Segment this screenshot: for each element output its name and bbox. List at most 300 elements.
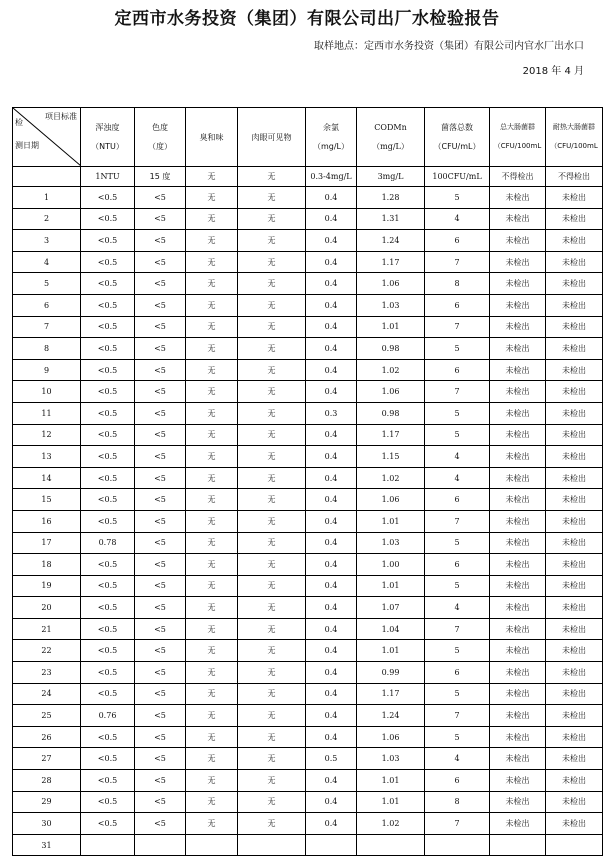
cell-odor: 无 [186,575,238,597]
cell-total-coliform: 未检出 [490,381,546,403]
cell-colony: 5 [425,402,490,424]
cell-colony: 7 [425,618,490,640]
cell-colony: 6 [425,489,490,511]
cell-odor: 无 [186,251,238,273]
cell-day: 29 [13,791,81,813]
cell-day: 16 [13,510,81,532]
header-corner-cell [13,108,81,167]
cell-chlorine: 0.4 [306,424,357,446]
table-row [13,359,603,381]
cell-visible-matter: 无 [238,618,306,640]
cell-visible-matter: 无 [238,791,306,813]
header-thermo-coliform-name: 耐热大肠菌群 [553,123,595,131]
cell-chlorine: 0.4 [306,640,357,662]
cell-codmn: 1.02 [357,813,425,835]
cell-total-coliform: 未检出 [490,424,546,446]
table-row [13,705,603,727]
table-row [13,467,603,489]
cell-odor: 无 [186,208,238,230]
cell-turbidity: <0.5 [81,683,135,705]
cell-colony: 5 [425,424,490,446]
cell-odor: 无 [186,791,238,813]
header-color-name: 色度 [152,123,168,132]
cell-total-coliform: 未检出 [490,662,546,684]
cell-turbidity: <0.5 [81,251,135,273]
cell-chlorine: 0.4 [306,618,357,640]
cell-color: <5 [135,402,186,424]
cell-chlorine: 0.4 [306,575,357,597]
header-colony-unit: （CFU/mL） [433,142,481,151]
table-row [13,640,603,662]
cell-codmn: 1.17 [357,683,425,705]
cell-color: <5 [135,683,186,705]
limit-corner [13,167,81,187]
cell-codmn: 1.24 [357,230,425,252]
cell-turbidity: <0.5 [81,381,135,403]
cell-day: 30 [13,813,81,835]
table-row [13,748,603,770]
cell-total-coliform: 未检出 [490,489,546,511]
table-body [13,187,603,856]
cell-turbidity: <0.5 [81,467,135,489]
cell-visible-matter: 无 [238,230,306,252]
cell-colony: 4 [425,446,490,468]
cell-day: 4 [13,251,81,273]
cell-visible-matter: 无 [238,402,306,424]
cell-thermo-coliform: 未检出 [546,381,603,403]
cell-total-coliform: 未检出 [490,532,546,554]
cell-total-coliform: 未检出 [490,554,546,576]
cell-codmn: 1.01 [357,791,425,813]
cell-visible-matter: 无 [238,532,306,554]
cell-colony: 7 [425,316,490,338]
cell-odor: 无 [186,813,238,835]
cell-thermo-coliform: 未检出 [546,770,603,792]
table-row [13,381,603,403]
cell-visible-matter: 无 [238,251,306,273]
cell-thermo-coliform: 未检出 [546,338,603,360]
header-total-coliform-unit: （CFU/100mL [493,142,542,150]
limit-total-coliform: 不得检出 [490,167,546,187]
cell-day: 12 [13,424,81,446]
cell-odor: 无 [186,230,238,252]
table-row [13,273,603,295]
cell-day: 3 [13,230,81,252]
header-color [135,108,186,167]
cell-visible-matter [238,834,306,856]
cell-thermo-coliform: 未检出 [546,187,603,209]
cell-thermo-coliform: 未检出 [546,640,603,662]
cell-total-coliform: 未检出 [490,316,546,338]
cell-odor: 无 [186,705,238,727]
cell-day: 21 [13,618,81,640]
cell-chlorine: 0.4 [306,446,357,468]
cell-chlorine: 0.4 [306,726,357,748]
cell-codmn: 1.01 [357,316,425,338]
cell-total-coliform: 未检出 [490,359,546,381]
report-title: 定西市水务投资（集团）有限公司出厂水检验报告 [114,9,500,29]
header-turbidity-name: 浑浊度 [95,123,120,132]
cell-colony: 8 [425,273,490,295]
cell-turbidity: <0.5 [81,316,135,338]
cell-turbidity: <0.5 [81,489,135,511]
cell-color: <5 [135,338,186,360]
cell-thermo-coliform: 未检出 [546,489,603,511]
cell-turbidity: <0.5 [81,554,135,576]
cell-chlorine: 0.4 [306,467,357,489]
cell-odor: 无 [186,294,238,316]
table-row [13,575,603,597]
cell-color: <5 [135,489,186,511]
cell-odor: 无 [186,381,238,403]
cell-color: <5 [135,532,186,554]
cell-chlorine: 0.4 [306,705,357,727]
cell-colony: 7 [425,813,490,835]
cell-chlorine: 0.4 [306,554,357,576]
cell-turbidity: 0.78 [81,532,135,554]
header-codmn-unit: （mg/L） [372,142,409,151]
cell-turbidity: 0.76 [81,705,135,727]
cell-chlorine: 0.4 [306,683,357,705]
table-row [13,770,603,792]
cell-codmn: 1.06 [357,381,425,403]
cell-codmn: 1.04 [357,618,425,640]
cell-odor: 无 [186,359,238,381]
cell-chlorine: 0.4 [306,597,357,619]
cell-total-coliform: 未检出 [490,791,546,813]
cell-codmn: 1.02 [357,359,425,381]
header-thermo-coliform-unit: （CFU/100mL [550,142,598,150]
cell-thermo-coliform: 未检出 [546,467,603,489]
cell-chlorine: 0.4 [306,187,357,209]
cell-codmn: 1.06 [357,726,425,748]
cell-total-coliform: 未检出 [490,510,546,532]
cell-codmn: 1.24 [357,705,425,727]
header-turbidity [81,108,135,167]
limit-turbidity: 1NTU [81,167,135,187]
cell-turbidity: <0.5 [81,338,135,360]
cell-colony: 7 [425,381,490,403]
cell-visible-matter: 无 [238,424,306,446]
cell-thermo-coliform: 未检出 [546,510,603,532]
table-row [13,813,603,835]
cell-visible-matter: 无 [238,726,306,748]
cell-total-coliform: 未检出 [490,597,546,619]
cell-turbidity: <0.5 [81,208,135,230]
cell-odor: 无 [186,402,238,424]
header-color-unit: （度） [148,142,172,151]
cell-odor: 无 [186,510,238,532]
cell-visible-matter: 无 [238,662,306,684]
cell-turbidity: <0.5 [81,662,135,684]
limit-codmn: 3mg/L [357,167,425,187]
cell-color: <5 [135,597,186,619]
cell-color: <5 [135,510,186,532]
cell-color: <5 [135,359,186,381]
cell-thermo-coliform: 未检出 [546,294,603,316]
cell-chlorine: 0.4 [306,251,357,273]
cell-codmn: 1.15 [357,446,425,468]
limit-colony: 100CFU/mL [425,167,490,187]
cell-chlorine: 0.4 [306,338,357,360]
header-total-coliform [490,108,546,167]
cell-total-coliform: 未检出 [490,683,546,705]
corner-label-jian: 检 [15,118,23,127]
cell-colony: 6 [425,230,490,252]
cell-chlorine: 0.4 [306,770,357,792]
cell-chlorine: 0.4 [306,273,357,295]
cell-chlorine: 0.4 [306,813,357,835]
cell-thermo-coliform: 未检出 [546,705,603,727]
cell-odor: 无 [186,748,238,770]
cell-codmn [357,834,425,856]
cell-day: 5 [13,273,81,295]
cell-odor: 无 [186,446,238,468]
cell-turbidity: <0.5 [81,640,135,662]
table-row [13,791,603,813]
cell-total-coliform: 未检出 [490,208,546,230]
cell-day: 9 [13,359,81,381]
cell-odor: 无 [186,424,238,446]
cell-color: <5 [135,208,186,230]
cell-odor: 无 [186,532,238,554]
cell-turbidity: <0.5 [81,424,135,446]
cell-chlorine: 0.5 [306,748,357,770]
header-chlorine [306,108,357,167]
cell-colony: 5 [425,338,490,360]
table-row [13,489,603,511]
table-row [13,834,603,856]
cell-thermo-coliform: 未检出 [546,554,603,576]
cell-visible-matter: 无 [238,208,306,230]
cell-colony: 4 [425,748,490,770]
cell-thermo-coliform: 未检出 [546,273,603,295]
cell-color: <5 [135,748,186,770]
cell-codmn: 1.31 [357,208,425,230]
cell-day: 24 [13,683,81,705]
cell-chlorine: 0.4 [306,230,357,252]
cell-colony: 4 [425,208,490,230]
cell-odor: 无 [186,726,238,748]
cell-colony: 5 [425,683,490,705]
cell-total-coliform: 未检出 [490,230,546,252]
table-row [13,683,603,705]
table-row [13,510,603,532]
cell-turbidity: <0.5 [81,575,135,597]
cell-codmn: 1.02 [357,467,425,489]
cell-odor: 无 [186,662,238,684]
table-row [13,251,603,273]
cell-day: 6 [13,294,81,316]
cell-total-coliform: 未检出 [490,338,546,360]
cell-codmn: 1.03 [357,294,425,316]
cell-day: 1 [13,187,81,209]
cell-turbidity: <0.5 [81,618,135,640]
header-thermo-coliform [546,108,603,167]
cell-chlorine: 0.4 [306,510,357,532]
table-row [13,208,603,230]
cell-thermo-coliform: 未检出 [546,208,603,230]
cell-color: <5 [135,618,186,640]
cell-colony [425,834,490,856]
cell-day: 23 [13,662,81,684]
cell-total-coliform: 未检出 [490,770,546,792]
table-row [13,618,603,640]
cell-visible-matter: 无 [238,683,306,705]
cell-codmn: 1.06 [357,273,425,295]
cell-thermo-coliform: 未检出 [546,726,603,748]
cell-turbidity: <0.5 [81,813,135,835]
cell-odor: 无 [186,618,238,640]
cell-day: 14 [13,467,81,489]
cell-odor: 无 [186,187,238,209]
cell-visible-matter: 无 [238,294,306,316]
limit-chlorine: 0.3-4mg/L [306,167,357,187]
cell-day: 28 [13,770,81,792]
cell-chlorine: 0.4 [306,208,357,230]
cell-odor: 无 [186,640,238,662]
cell-day: 26 [13,726,81,748]
cell-codmn: 0.98 [357,402,425,424]
cell-color: <5 [135,726,186,748]
table-row [13,532,603,554]
cell-total-coliform: 未检出 [490,402,546,424]
cell-color: <5 [135,575,186,597]
header-visible-matter: 肉眼可见物 [238,108,306,167]
water-quality-table [12,107,603,856]
limit-odor: 无 [186,167,238,187]
cell-day: 25 [13,705,81,727]
cell-day: 18 [13,554,81,576]
cell-thermo-coliform [546,834,603,856]
cell-visible-matter: 无 [238,467,306,489]
cell-total-coliform: 未检出 [490,187,546,209]
cell-color: <5 [135,446,186,468]
cell-color [135,834,186,856]
cell-total-coliform: 未检出 [490,813,546,835]
cell-codmn: 1.00 [357,554,425,576]
cell-codmn: 1.01 [357,575,425,597]
table-row [13,597,603,619]
table-row [13,294,603,316]
cell-chlorine [306,834,357,856]
cell-turbidity: <0.5 [81,187,135,209]
cell-thermo-coliform: 未检出 [546,251,603,273]
cell-chlorine: 0.4 [306,359,357,381]
cell-colony: 6 [425,359,490,381]
cell-codmn: 1.28 [357,187,425,209]
cell-chlorine: 0.4 [306,489,357,511]
cell-visible-matter: 无 [238,705,306,727]
cell-turbidity [81,834,135,856]
cell-odor [186,834,238,856]
cell-visible-matter: 无 [238,554,306,576]
cell-visible-matter: 无 [238,381,306,403]
cell-turbidity: <0.5 [81,294,135,316]
cell-thermo-coliform: 未检出 [546,662,603,684]
cell-thermo-coliform: 未检出 [546,532,603,554]
cell-chlorine: 0.4 [306,316,357,338]
cell-colony: 4 [425,597,490,619]
header-codmn [357,108,425,167]
cell-turbidity: <0.5 [81,770,135,792]
cell-thermo-coliform: 未检出 [546,575,603,597]
cell-codmn: 1.06 [357,489,425,511]
header-row-limits [13,167,603,187]
cell-turbidity: <0.5 [81,791,135,813]
cell-colony: 6 [425,554,490,576]
cell-chlorine: 0.4 [306,532,357,554]
cell-visible-matter: 无 [238,748,306,770]
cell-codmn: 1.03 [357,748,425,770]
cell-odor: 无 [186,338,238,360]
cell-visible-matter: 无 [238,187,306,209]
table-row [13,662,603,684]
cell-color: <5 [135,381,186,403]
cell-visible-matter: 无 [238,770,306,792]
report-date: 2018 年 4 月 [522,66,584,77]
limit-visible-matter: 无 [238,167,306,187]
cell-visible-matter: 无 [238,640,306,662]
cell-color: <5 [135,294,186,316]
cell-codmn: 1.01 [357,510,425,532]
cell-colony: 7 [425,510,490,532]
cell-color: <5 [135,640,186,662]
table-row [13,446,603,468]
table-row [13,726,603,748]
cell-color: <5 [135,251,186,273]
cell-thermo-coliform: 未检出 [546,359,603,381]
cell-color: <5 [135,273,186,295]
cell-day: 7 [13,316,81,338]
cell-day: 15 [13,489,81,511]
cell-thermo-coliform: 未检出 [546,748,603,770]
table-row [13,230,603,252]
cell-thermo-coliform: 未检出 [546,424,603,446]
header-codmn-name: CODMn [374,123,407,132]
cell-visible-matter: 无 [238,446,306,468]
cell-day: 2 [13,208,81,230]
cell-odor: 无 [186,683,238,705]
table-row [13,402,603,424]
cell-day: 11 [13,402,81,424]
cell-day: 8 [13,338,81,360]
limit-color: 15 度 [135,167,186,187]
cell-thermo-coliform: 未检出 [546,618,603,640]
cell-color: <5 [135,813,186,835]
header-turbidity-unit: （NTU） [91,142,124,151]
corner-label-date: 测日期 [15,141,39,150]
cell-codmn: 0.99 [357,662,425,684]
cell-visible-matter: 无 [238,359,306,381]
cell-colony: 7 [425,251,490,273]
cell-odor: 无 [186,316,238,338]
cell-colony: 5 [425,187,490,209]
sampling-site: 取样地点：定西市水务投资（集团）有限公司内官水厂出水口 [314,41,584,52]
cell-codmn: 0.98 [357,338,425,360]
cell-color: <5 [135,705,186,727]
cell-color: <5 [135,424,186,446]
cell-chlorine: 0.4 [306,294,357,316]
header-total-coliform-name: 总大肠菌群 [500,123,535,131]
cell-colony: 5 [425,575,490,597]
cell-turbidity: <0.5 [81,273,135,295]
cell-total-coliform: 未检出 [490,748,546,770]
cell-colony: 8 [425,791,490,813]
cell-turbidity: <0.5 [81,230,135,252]
cell-codmn: 1.03 [357,532,425,554]
cell-total-coliform: 未检出 [490,726,546,748]
